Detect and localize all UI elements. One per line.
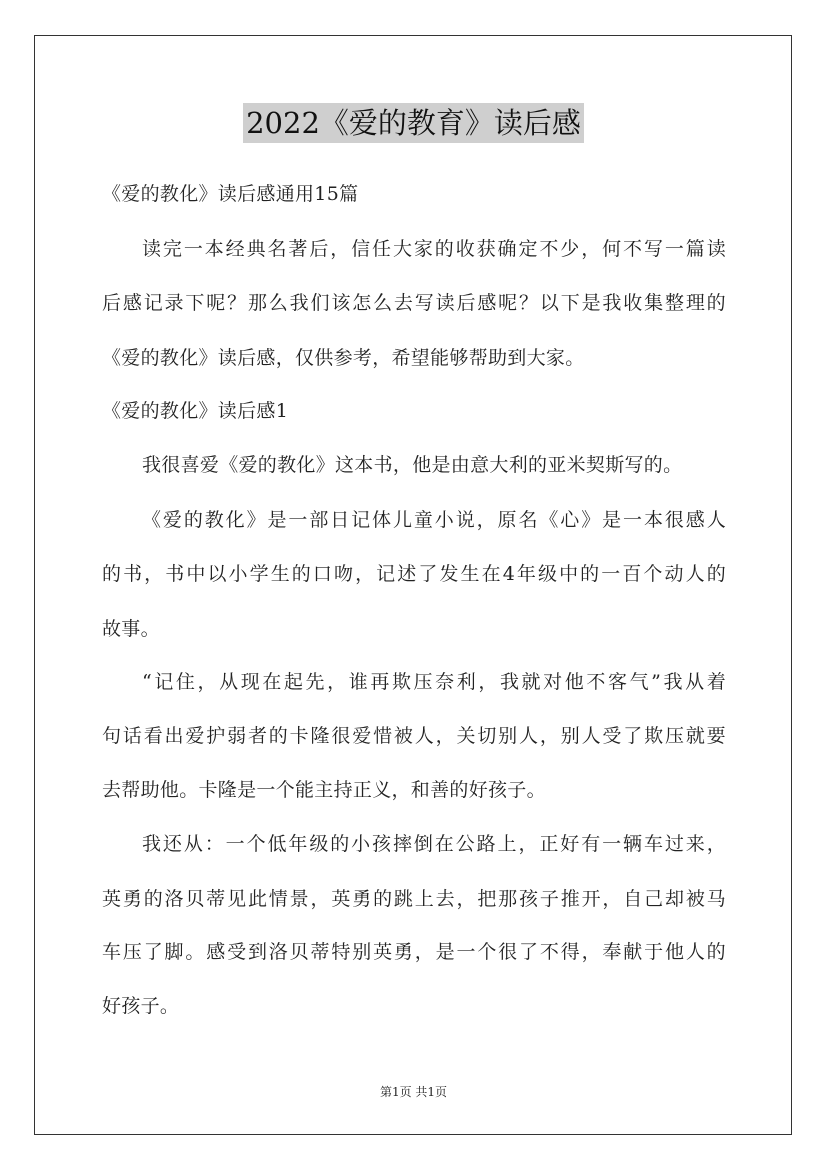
section-heading: 《爱的教化》读后感1 — [102, 400, 289, 422]
paragraph-line: 《爱的教化》是一部日记体儿童小说，原名《心》是一本很感人 — [142, 509, 726, 531]
paragraph-line: 好孩子。 — [102, 995, 180, 1017]
paragraph-line: 《爱的教化》读后感，仅供参考，希望能够帮助到大家。 — [102, 347, 585, 369]
paragraph-line: 的书，书中以小学生的口吻，记述了发生在4年级中的一百个动人的 — [102, 563, 726, 585]
paragraph-line: 读完一本经典名著后，信任大家的收获确定不少，何不写一篇读 — [142, 238, 726, 260]
paragraph-line: 车压了脚。感受到洛贝蒂特别英勇，是一个很了不得，奉献于他人的 — [102, 941, 726, 963]
subtitle-line: 《爱的教化》读后感通用15篇 — [102, 183, 359, 205]
page-footer: 第1页 共1页 — [379, 1085, 448, 1099]
paragraph-line: 我还从：一个低年级的小孩摔倒在公路上，正好有一辆车过来， — [142, 833, 726, 855]
paragraph-line: 后感记录下呢？那么我们该怎么去写读后感呢？以下是我收集整理的 — [102, 292, 726, 314]
paragraph-line: “记住，从现在起先，谁再欺压奈利，我就对他不客气”我从着 — [142, 671, 726, 693]
title-block — [0, 103, 827, 143]
paragraph-line: 英勇的洛贝蒂见此情景，英勇的跳上去，把那孩子推开，自己却被马 — [102, 888, 726, 910]
paragraph-line: 句话看出爱护弱者的卡隆很爱惜被人，关切别人，别人受了欺压就要 — [102, 725, 726, 747]
paragraph-line: 去帮助他。卡隆是一个能主持正义，和善的好孩子。 — [102, 779, 546, 801]
paragraph-line: 故事。 — [102, 618, 160, 640]
paragraph-line: 我很喜爱《爱的教化》这本书，他是由意大利的亚米契斯写的。 — [142, 454, 683, 476]
document-title: 2022《爱的教育》读后感 — [243, 103, 584, 143]
